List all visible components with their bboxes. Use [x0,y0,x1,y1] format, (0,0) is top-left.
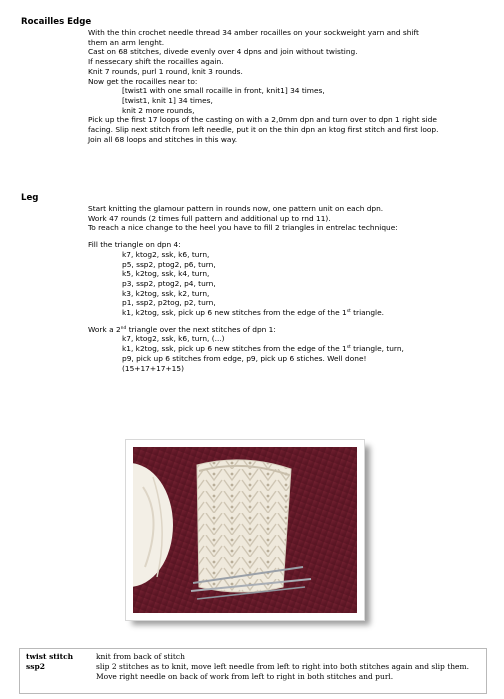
text-line-indented: p3, ssp2, ptog2, p4, turn, [122,278,216,288]
text-span: k1, k2tog, ssk, pick up 6 new stitches from the edge of the 1 [122,344,347,354]
triangle-1-intro: Fill the triangle on dpn 4: [88,240,181,250]
glossary-term: ssp2 [26,662,45,671]
section-title-rocailles-edge: Rocailles Edge [21,17,92,27]
text-line: Pick up the first 17 loops of the casting on with a 2,0mm dpn and turn over to dpn 1 right side [88,115,437,125]
glossary-definition: knit from back of stitch [96,652,185,661]
superscript: nd [120,325,127,331]
text-span: triangle. [350,308,385,318]
text-line-indented: knit 2 more rounds, [122,105,195,115]
text-line: Join all 68 loops and stitches in this way. [88,134,238,144]
text-line-indented: (15+17+17+15) [122,363,184,373]
text-line: With the thin crochet needle thread 34 amber rocailles on your sockweight yarn and shift [88,28,419,37]
text-line-indented: p9, pick up 6 stitches from edge, p9, pick up 6 stiches. Well done! [122,353,367,363]
text-span: triangle, turn, [350,344,404,354]
section-title-leg: Leg [21,193,39,203]
text-line-indented: [twist1 with one small rocaille in front, knit1] 34 times, [122,86,325,96]
text-line-indented: [twist1, knit 1] 34 times, [122,95,213,105]
leg-text [88,204,404,373]
sock-photo-figure [126,440,364,619]
text-line-indented: k5, k2tog, ssk, k4, turn, [122,269,210,279]
text-line-indented [88,308,404,318]
text-line: Work 47 rounds (2 times full pattern and additional up to rnd 11). [88,213,331,223]
text-line: Start knitting the glamour pattern in rounds now, one pattern unit on each dpn. [88,204,384,213]
glossary-table [19,648,487,694]
text-line-indented: p5, ssp2, ptog2, p6, turn, [122,259,216,269]
text-line: them an arm lenght. [88,37,165,47]
superscript: st [346,345,351,351]
knitted-sock [197,460,291,592]
text-span: k1, k2tog, ssk, pick up 6 new stitches from the edge of the 1 [122,308,347,318]
sock-photo [126,440,364,620]
glossary-term: twist stitch [26,652,74,661]
text-line-indented: k7, ktog2, ssk, k6, turn, [122,249,210,259]
text-line: Now get the rocailles near to: [88,76,198,86]
text-line-indented: p1, ssp2, p2tog, p2, turn, [122,298,216,308]
triangle-2-intro [88,325,404,335]
text-span: triangle over the next stitches of dpn 1: [126,324,276,334]
text-span: Work a 2 [88,324,121,334]
text-line: If nessecary shift the rocailles again. [88,57,224,67]
glossary-definition: slip 2 stitches as to knit, move left needle from left to right into both stitches again and slip them. [96,662,469,671]
sock-photo-illustration [133,447,357,613]
text-line: Cast on 68 stitches, divede evenly over 4 dpns and join without twisting. [88,47,358,57]
text-line: facing. Slip next stitch from left needle, put it on the thin dpn an ktog first stitch and first loop. [88,125,439,135]
glossary-definition: Move right needle on back of work from left to right in both stitches and purl. [96,672,394,681]
text-line: To reach a nice change to the heel you have to fill 2 triangles in entrelac technique: [88,223,398,233]
rocailles-edge-text [88,28,438,144]
text-line-indented [88,344,404,354]
text-line: Knit 7 rounds, purl 1 round, knit 3 rounds. [88,66,243,76]
text-line-indented: k7, ktog2, ssk, k6, turn, (...) [122,334,225,344]
text-line-indented: k3, k2tog, ssk, k2, turn, [122,288,210,298]
superscript: st [346,309,351,315]
